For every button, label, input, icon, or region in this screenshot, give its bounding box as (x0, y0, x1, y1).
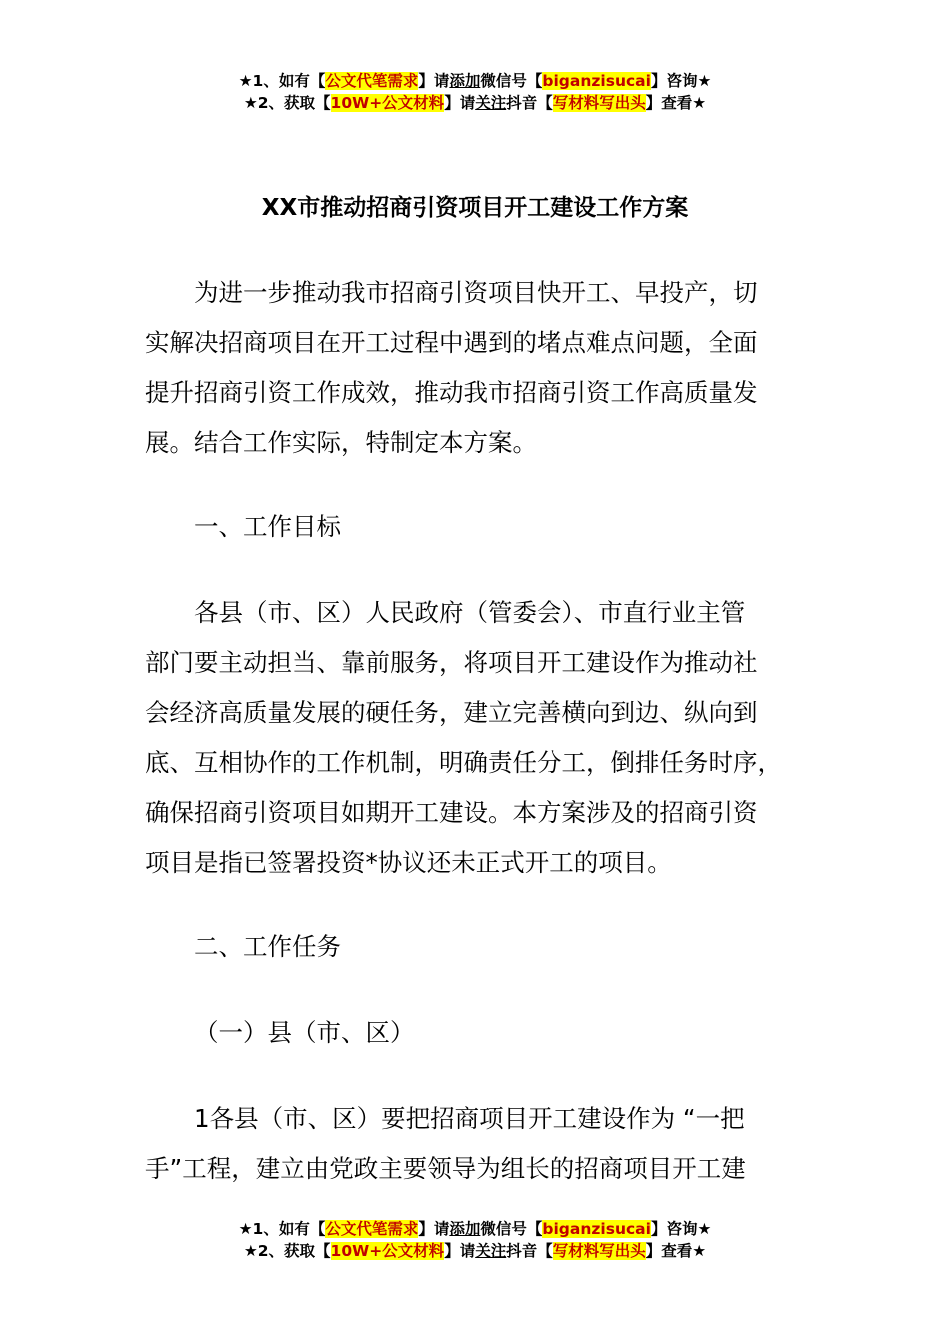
paragraph-line: 1各县（市、区）要把招商项目开工建设作为 “一把 (194, 1104, 745, 1133)
notice-highlight: 10W+公文材料 (330, 1242, 445, 1260)
subsection-heading-text: （一）县（市、区） (194, 1018, 415, 1047)
notice-highlight: 10W+公文材料 (330, 94, 445, 112)
notice-douyin-id: 写材料写出头 (552, 1242, 646, 1260)
notice-wechat-id: biganzisucai (542, 1220, 651, 1238)
notice-underlined: 关注 (475, 94, 507, 112)
notice-text: 微信号【 (480, 72, 543, 90)
notice-line-1 (0, 1218, 950, 1240)
notice-highlight: 公文代笔需求 (325, 72, 419, 90)
notice-text: 】请 (444, 94, 476, 112)
notice-text: 】请 (444, 1242, 476, 1260)
notice-underlined: 添加 (449, 72, 481, 90)
section-heading-text: 一、工作目标 (194, 512, 341, 541)
notice-text: 抖音【 (506, 94, 553, 112)
notice-text: ★1、如有【 (238, 72, 326, 90)
header-notice (0, 70, 950, 114)
section-heading-2 (145, 922, 810, 972)
subsection-heading-1 (145, 1008, 810, 1058)
notice-text: 】查看★ (645, 1242, 707, 1260)
paragraph-line: 实解决招商项目在开工过程中遇到的堵点难点问题，全面 (145, 328, 758, 357)
footer-notice (0, 1218, 950, 1262)
notice-underlined: 添加 (449, 1220, 481, 1238)
section1-paragraph (145, 588, 810, 888)
notice-douyin-id: 写材料写出头 (552, 94, 646, 112)
notice-text: 】请 (418, 1220, 450, 1238)
notice-text: 】咨询★ (650, 1220, 712, 1238)
paragraph-line: 为进一步推动我市招商引资项目快开工、早投产，切 (194, 278, 758, 307)
item1-paragraph (145, 1094, 810, 1194)
paragraph-line: 会经济高质量发展的硬任务，建立完善横向到边、纵向到 (145, 698, 758, 727)
paragraph-line: 各县（市、区）人民政府（管委会）、市直行业主管 (194, 598, 746, 627)
notice-text: 】咨询★ (650, 72, 712, 90)
notice-wechat-id: biganzisucai (542, 72, 651, 90)
notice-text: 】请 (418, 72, 450, 90)
paragraph-line: 提升招商引资工作成效，推动我市招商引资工作高质量发 (145, 378, 758, 407)
section-heading-1 (145, 502, 810, 552)
notice-text: 】查看★ (645, 94, 707, 112)
notice-line-2 (0, 1240, 950, 1262)
paragraph-line: 底、互相协作的工作机制，明确责任分工，倒排任务时序， (145, 748, 782, 777)
notice-text: ★2、获取【 (243, 94, 331, 112)
paragraph-line: 确保招商引资项目如期开工建设。本方案涉及的招商引资 (145, 798, 758, 827)
notice-highlight: 公文代笔需求 (325, 1220, 419, 1238)
paragraph-line: 手”工程，建立由党政主要领导为组长的招商项目开工建 (145, 1154, 746, 1183)
notice-text: ★1、如有【 (238, 1220, 326, 1238)
notice-text: 抖音【 (506, 1242, 553, 1260)
notice-text: ★2、获取【 (243, 1242, 331, 1260)
notice-text: 微信号【 (480, 1220, 543, 1238)
paragraph-line: 部门要主动担当、靠前服务，将项目开工建设作为推动社 (145, 648, 758, 677)
intro-paragraph (145, 268, 810, 468)
paragraph-line: 项目是指已签署投资*协议还未正式开工的项目。 (145, 848, 672, 877)
notice-underlined: 关注 (475, 1242, 507, 1260)
notice-line-2 (0, 92, 950, 114)
notice-line-1 (0, 70, 950, 92)
document-title: XX市推动招商引资项目开工建设工作方案 (261, 195, 689, 221)
section-heading-text: 二、工作任务 (194, 932, 341, 961)
paragraph-line: 展。结合工作实际，特制定本方案。 (145, 428, 537, 457)
